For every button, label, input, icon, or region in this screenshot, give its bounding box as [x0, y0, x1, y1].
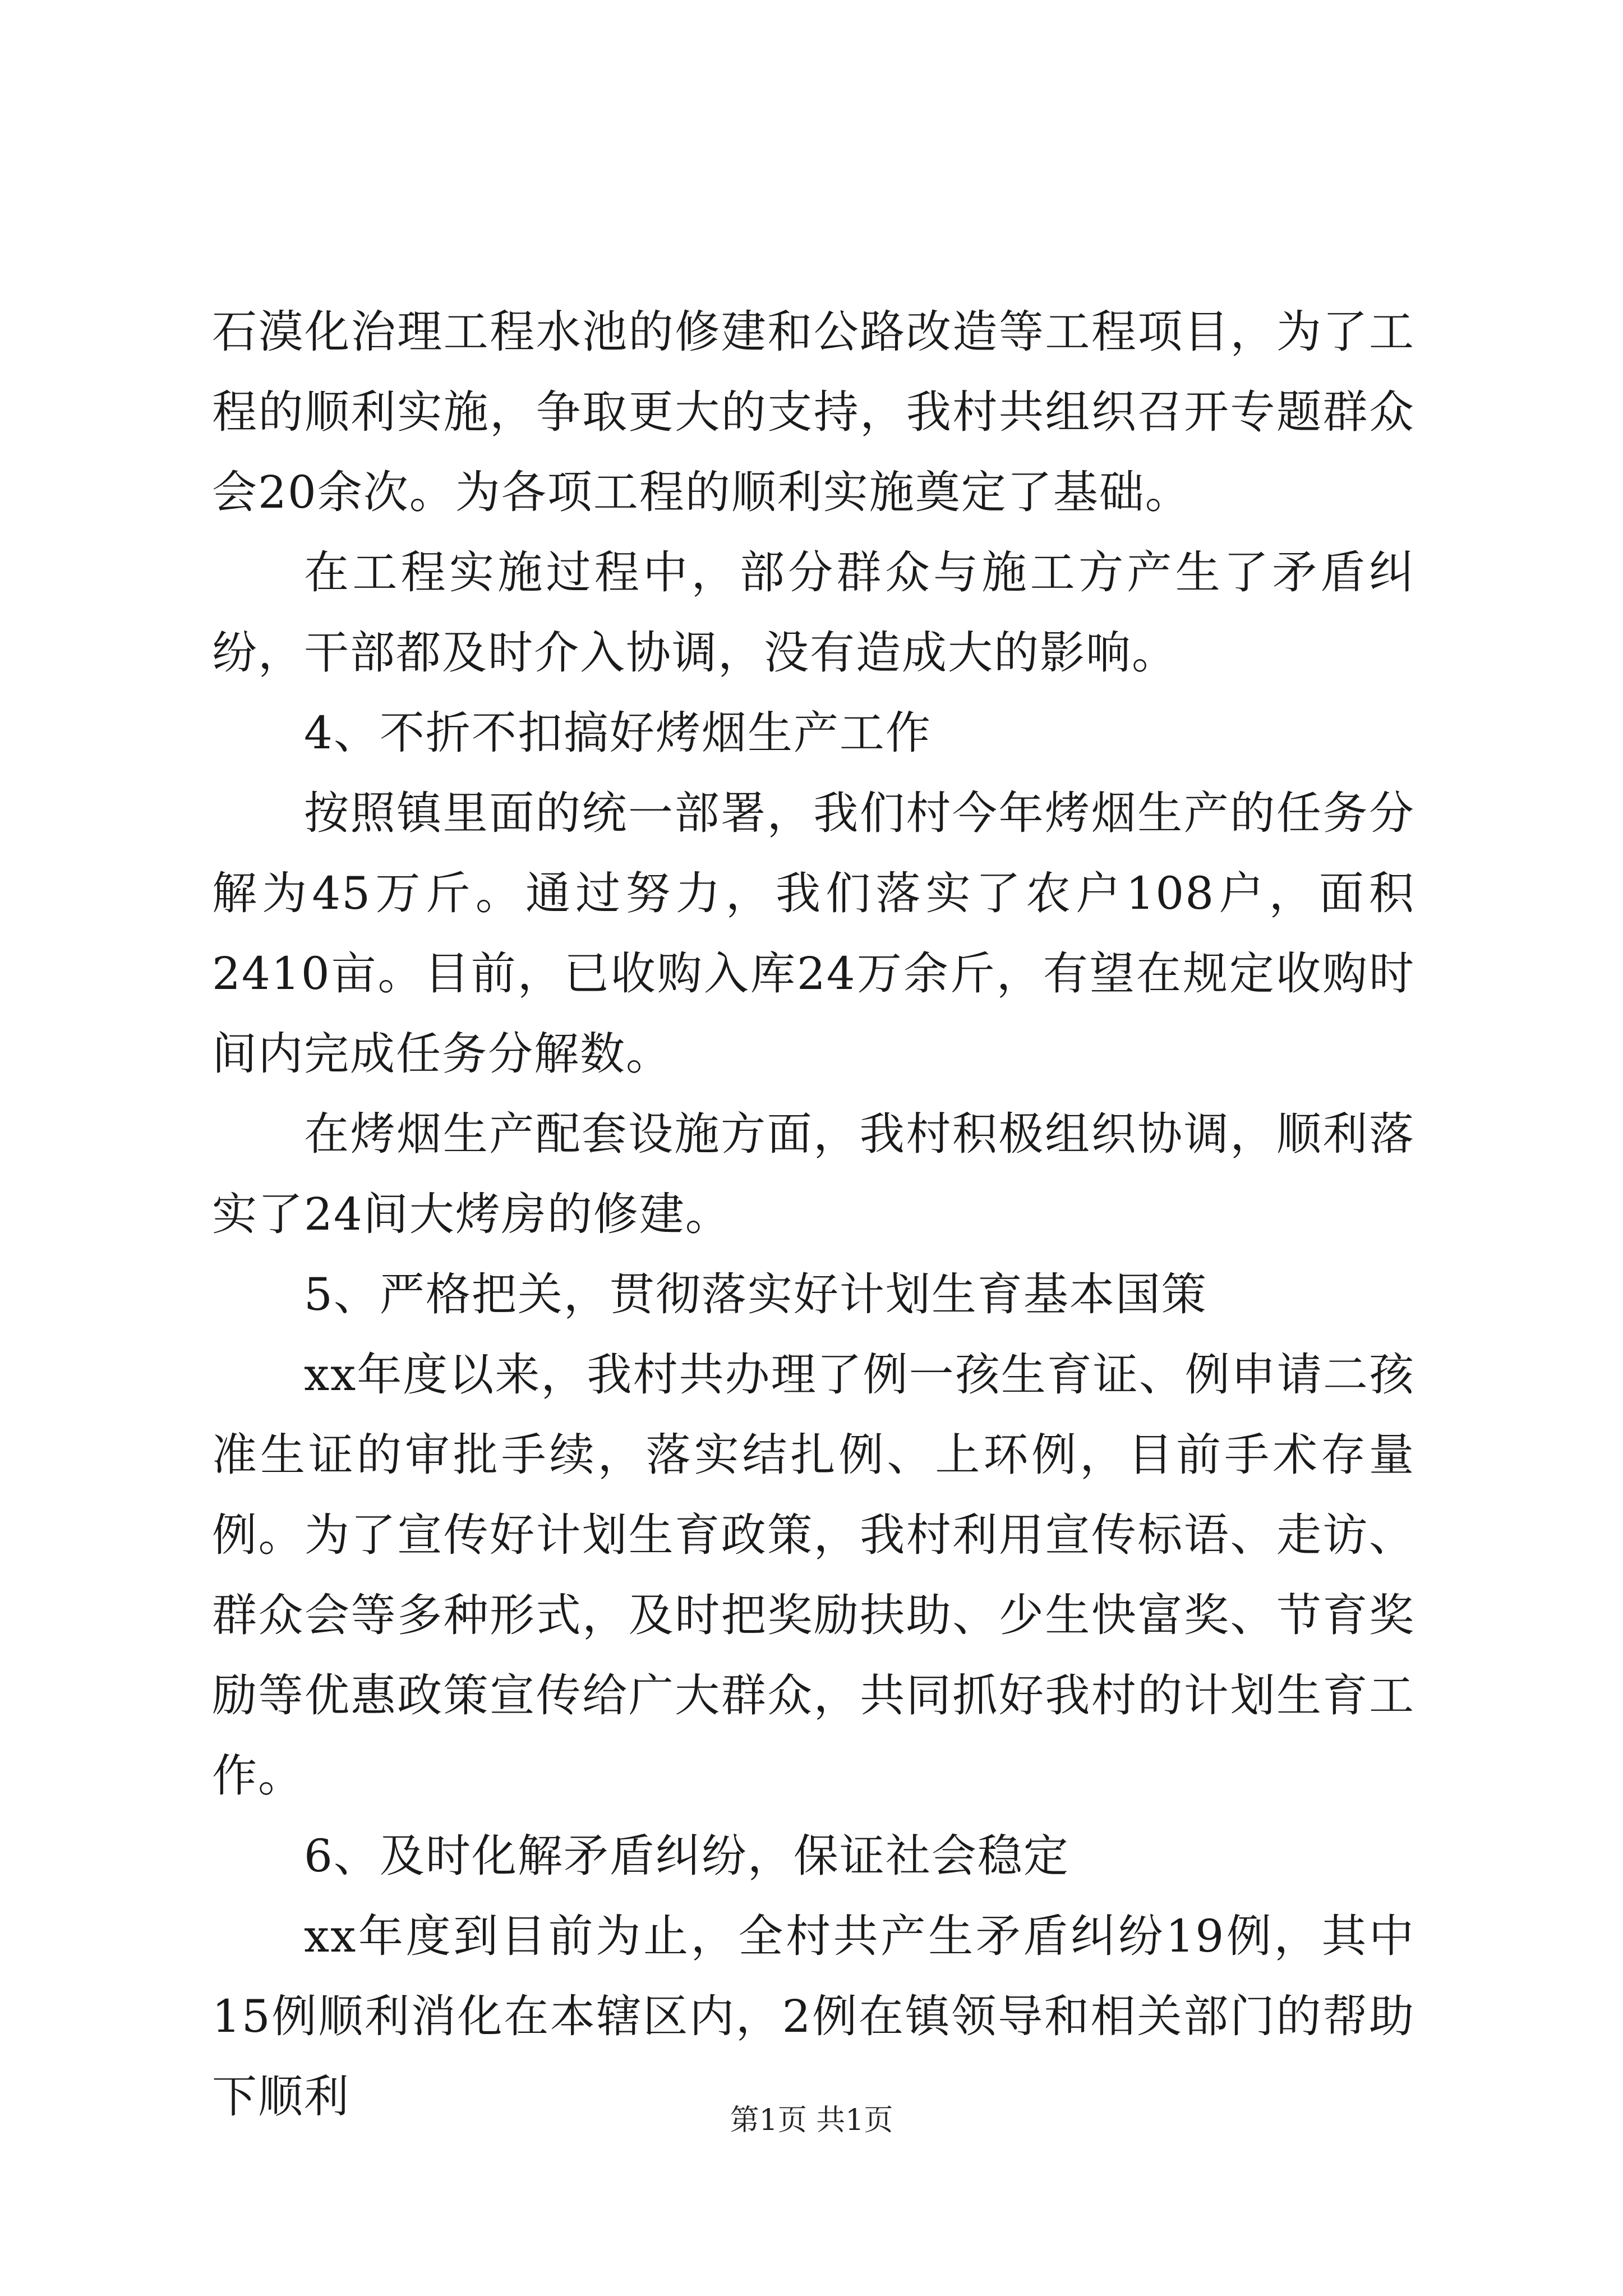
paragraph: 在烤烟生产配套设施方面，我村积极组织协调，顺利落实了24间大烤房的修建。: [212, 1108, 1415, 1240]
paragraph: 在工程实施过程中，部分群众与施工方产生了矛盾纠纷，干部都及时介入协调，没有造成大的影响。: [212, 546, 1415, 679]
paragraph: xx年度以来，我村共办理了例一孩生育证、例申请二孩准生证的审批手续，落实结扎例、上环例，目前手术存量例。为了宣传好计划生育政策，我村利用宣传标语、走访、群众会等多种形式，及时把奖励扶助、少生快富奖、节育奖励等优惠政策宣传给广大群众，共同抓好我村的计划生育工作。: [212, 1349, 1415, 1802]
document-body: [212, 292, 1415, 2137]
section-heading: 4、不折不扣搞好烤烟生产工作: [304, 707, 932, 759]
paragraph: 按照镇里面的统一部署，我们村今年烤烟生产的任务分解为45万斤。通过努力，我们落实了农户108户，面积2410亩。目前，已收购入库24万余斤，有望在规定收购时间内完成任务分解数。: [212, 787, 1415, 1080]
page-footer: 第1页 共1页: [730, 2104, 893, 2137]
section-heading: 5、严格把关，贯彻落实好计划生育基本国策: [304, 1268, 1207, 1320]
paragraph: xx年度到目前为止，全村共产生矛盾纠纷19例，其中15例顺利消化在本辖区内，2例在镇领导和相关部门的帮助下顺利: [212, 1910, 1415, 2123]
section-heading: 6、及时化解矛盾纠纷，保证社会稳定: [304, 1830, 1069, 1882]
paragraph: 石漠化治理工程水池的修建和公路改造等工程项目，为了工程的顺利实施，争取更大的支持，我村共组织召开专题群众会20余次。为各项工程的顺利实施奠定了基础。: [212, 306, 1415, 518]
